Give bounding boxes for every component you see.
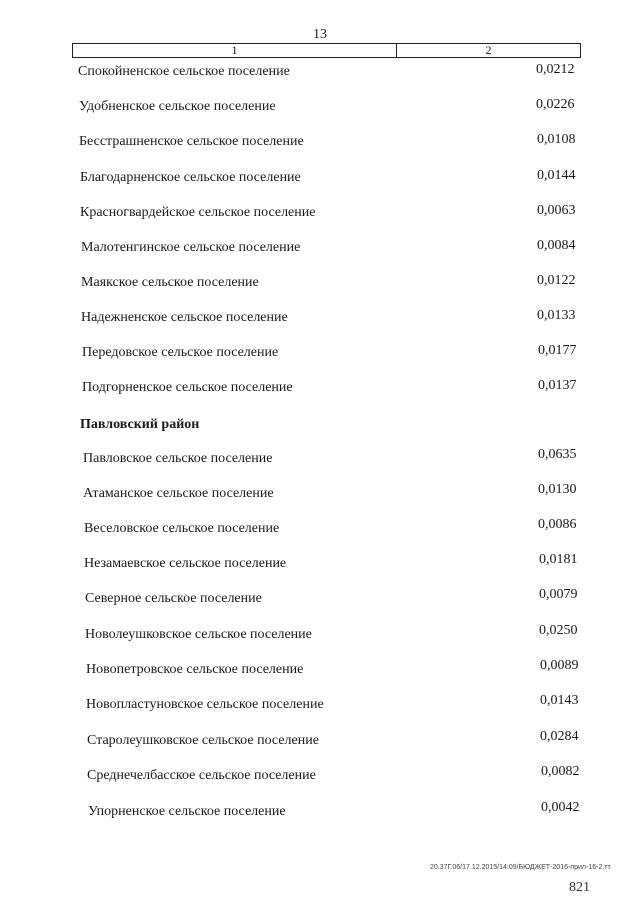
settlement-name: Бесстрашненское сельское поселение [79,134,304,149]
settlement-value: 0,0143 [540,693,579,708]
settlement-name: Новопластуновское сельское поселение [86,697,324,712]
table-header-col2: 2 [485,43,492,57]
table-row [0,345,640,367]
settlement-name: Малотенгинское сельское поселение [81,240,301,255]
table-row [0,587,640,613]
table-row [0,482,640,508]
settlement-value: 0,0144 [537,168,576,183]
table-row [0,380,640,402]
sheet-number: 821 [569,880,590,895]
table-row [0,764,640,790]
settlement-name: Красногвардейское сельское поселение [80,205,316,220]
table-row [0,658,640,684]
table-row [0,134,640,156]
settlement-name: Веселовское сельское поселение [84,521,280,536]
settlement-value: 0,0137 [538,378,577,393]
settlement-value: 0,0181 [539,552,578,567]
settlement-name: Удобненское сельское поселение [79,99,276,114]
table-row [0,623,640,649]
settlement-value: 0,0086 [538,517,577,532]
settlement-name: Надежненское сельское поселение [81,310,288,325]
table-row [0,447,640,473]
settlement-value: 0,0284 [540,729,579,744]
settlement-name: Атаманское сельское поселение [83,486,274,501]
table-row [0,517,640,543]
table-row [0,64,640,86]
settlement-value: 0,0226 [536,97,575,112]
settlement-value: 0,0082 [541,764,580,779]
settlement-name: Среднечелбасское сельское поселение [87,768,316,783]
table-row [0,240,640,262]
settlement-name: Павловское сельское поселение [83,451,273,466]
page-number: 13 [313,27,327,42]
table-row [0,170,640,192]
settlement-name: Новопетровское сельское поселение [86,662,304,677]
settlement-name: Передовское сельское поселение [82,345,279,360]
table-header-col1: 1 [73,44,397,57]
section-title: Павловский район [80,417,200,432]
settlement-value: 0,0635 [538,447,577,462]
table-row [0,99,640,121]
settlement-value: 0,0089 [540,658,579,673]
settlement-value: 0,0177 [538,343,577,358]
footer-stamp: 20.37Г.06/17.12.2015/14:09/БЮДЖЕТ-2016-прил-16-2.тт [430,864,611,871]
settlement-value: 0,0084 [537,238,576,253]
settlement-value: 0,0079 [539,587,578,602]
settlement-value: 0,0108 [537,132,576,147]
settlement-name: Упорненское сельское поселение [88,804,286,819]
settlement-value: 0,0250 [539,623,578,638]
table-row [0,729,640,755]
settlement-value: 0,0063 [537,203,576,218]
settlement-value: 0,0130 [538,482,577,497]
table-header [72,43,581,58]
table-row [0,310,640,332]
table-row [0,552,640,578]
table-row [0,205,640,227]
settlement-name: Незамаевское сельское поселение [84,556,287,571]
settlement-value: 0,0042 [541,800,580,815]
settlement-name: Новолеушковское сельское поселение [85,627,312,642]
settlement-name: Благодарненское сельское поселение [80,170,301,185]
settlement-name: Старолеушковское сельское поселение [87,733,319,748]
table-row [0,800,640,826]
settlement-name: Северное сельское поселение [85,591,262,606]
settlement-name: Маякское сельское поселение [81,275,259,290]
table-row [0,693,640,719]
settlement-value: 0,0122 [537,273,576,288]
settlement-name: Подгорненское сельское поселение [82,380,293,395]
settlement-value: 0,0133 [537,308,576,323]
table-row [0,275,640,297]
settlement-name: Спокойненское сельское поселение [78,64,290,79]
settlement-value: 0,0212 [536,62,575,77]
